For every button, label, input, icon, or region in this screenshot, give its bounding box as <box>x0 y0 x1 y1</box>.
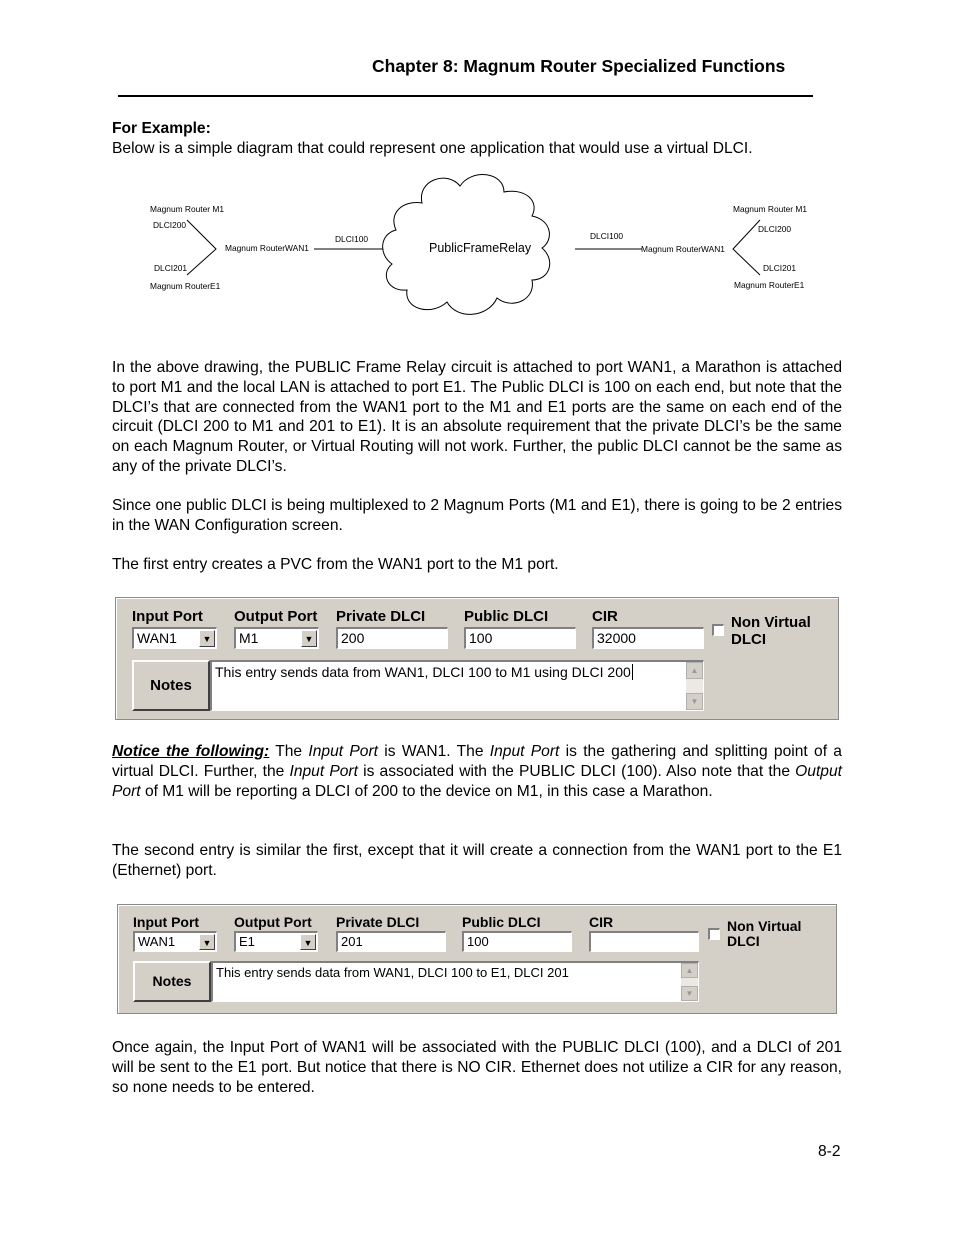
cir-label: CIR <box>589 914 614 930</box>
right-dlci100-label: DLCI100 <box>590 231 624 241</box>
wan-config-entry-2 <box>117 904 837 1014</box>
private-dlci-label: Private DLCI <box>336 608 426 625</box>
notes-textarea[interactable] <box>210 660 704 711</box>
private-dlci-input[interactable]: 200 <box>336 627 448 649</box>
private-dlci-label: Private DLCI <box>336 914 420 930</box>
paragraph-no-cir: Once again, the Input Port of WAN1 will be associated with the PUBLIC DLCI (100), and a DLCI of 201 will be sent to the E1 port. But notice that there is NO CIR. Ethernet does not utilize a CIR for any reason, so none needs to be entered. <box>112 1039 842 1096</box>
example-heading: For Example: <box>112 120 211 137</box>
output-port-select[interactable] <box>234 627 319 649</box>
public-dlci-input[interactable]: 100 <box>464 627 576 649</box>
output-port-label: Output Port <box>234 608 318 625</box>
cir-input[interactable] <box>589 931 699 952</box>
public-dlci-input[interactable]: 100 <box>462 931 572 952</box>
cir-input[interactable]: 32000 <box>592 627 704 649</box>
non-virtual-line2: DLCI <box>727 933 760 949</box>
notes-textarea[interactable] <box>211 961 699 1002</box>
input-port-select[interactable] <box>132 627 217 649</box>
notice-label: Notice the following: <box>112 743 270 760</box>
scroll-down-icon[interactable]: ▼ <box>686 693 703 710</box>
non-virtual-line2: DLCI <box>731 631 766 648</box>
left-wan1-label: Magnum RouterWAN1 <box>225 243 309 253</box>
paragraph-second-entry: The second entry is similar the first, except that it will create a connection from the WAN1 port to the E1 (Ethernet) port. <box>112 842 842 879</box>
example-intro: Below is a simple diagram that could represent one application that would use a virtual DLCI. <box>112 139 753 157</box>
paragraph-notice: Notice the following: The Input Port is WAN1. The Input Port is the gathering and splitting point of a virtual DLCI. Further, the Input Port is associated with the PUBLIC DLCI (100). Also note that the Output Port of M1 will be reporting a DLCI of 200 to the device on M1, in this case a Marathon. <box>112 743 842 800</box>
input-port-value: WAN1 <box>138 934 176 949</box>
paragraph-drawing-explanation: In the above drawing, the PUBLIC Frame Relay circuit is attached to port WAN1, a Marathon is attached to port M1 and the local LAN is attached to port E1. The Public DLCI is 100 on each end, but note that the DLCI’s that are connected from the WAN1 port to the M1 and E1 ports are the same on each end of the circuit (DLCI 200 to M1 and 201 to E1). It is an absolute requirement that the private DLCI’s be the same on each Magnum Router, or Virtual Routing will not work. Further, the public DLCI cannot be the same as any of the private DLCI’s. <box>112 359 842 475</box>
right-dlci201-label: DLCI201 <box>763 263 797 273</box>
right-m1-label: Magnum Router M1 <box>733 204 808 214</box>
public-dlci-label: Public DLCI <box>462 914 541 930</box>
chapter-title: Chapter 8: Magnum Router Specialized Functions <box>372 56 786 76</box>
non-virtual-line1: Non Virtual <box>727 918 802 934</box>
header-rule <box>118 95 813 97</box>
wan-config-entry-1 <box>115 597 839 720</box>
term-input-port: Input Port <box>289 762 358 780</box>
term-output-port: Output Port <box>112 762 842 800</box>
page-number: 8-2 <box>818 1143 841 1160</box>
paragraph-multiplexing: Since one public DLCI is being multiplexed to 2 Magnum Ports (M1 and E1), there is going to be 2 entries in the WAN Configuration screen. <box>112 497 842 534</box>
right-wan1-label: Magnum RouterWAN1 <box>641 244 725 254</box>
term-input-port: Input Port <box>489 743 560 760</box>
dropdown-arrow-icon[interactable]: ▼ <box>300 934 316 950</box>
cir-label: CIR <box>592 608 618 625</box>
notes-scrollbar[interactable] <box>686 662 703 710</box>
non-virtual-dlci-checkbox[interactable] <box>712 624 724 636</box>
example-block <box>112 119 842 159</box>
text-cursor <box>632 664 633 680</box>
left-dlci200-label: DLCI200 <box>153 220 187 230</box>
non-virtual-line1: Non Virtual <box>731 614 811 631</box>
right-chevron <box>733 220 760 275</box>
dropdown-arrow-icon[interactable]: ▼ <box>199 630 215 647</box>
input-port-value: WAN1 <box>137 630 177 646</box>
paragraph-first-entry: The first entry creates a PVC from the WAN1 port to the M1 port. <box>112 556 559 573</box>
notes-button[interactable]: Notes <box>132 660 210 711</box>
notes-button[interactable]: Notes <box>133 961 211 1002</box>
output-port-value: M1 <box>239 630 259 646</box>
dropdown-arrow-icon[interactable]: ▼ <box>301 630 317 647</box>
left-e1-label: Magnum RouterE1 <box>150 281 221 291</box>
non-virtual-dlci-checkbox[interactable] <box>708 928 720 940</box>
input-port-select[interactable] <box>133 931 217 952</box>
right-e1-label: Magnum RouterE1 <box>734 280 805 290</box>
scroll-up-icon[interactable]: ▲ <box>686 662 703 679</box>
term-input-port: Input Port <box>308 743 378 760</box>
non-virtual-dlci-label <box>727 919 801 949</box>
public-dlci-label: Public DLCI <box>464 608 549 625</box>
notes-text: This entry sends data from WAN1, DLCI 100 to E1, DLCI 201 <box>216 965 569 980</box>
left-dlci201-label: DLCI201 <box>154 263 188 273</box>
right-dlci200-label: DLCI200 <box>758 224 792 234</box>
network-diagram <box>112 168 842 328</box>
non-virtual-dlci-label <box>731 614 811 648</box>
notes-text: This entry sends data from WAN1, DLCI 100 to M1 using DLCI 200 <box>215 664 631 680</box>
scroll-up-icon[interactable]: ▲ <box>681 963 698 978</box>
cloud-label: PublicFrameRelay <box>429 241 532 255</box>
left-dlci100-label: DLCI100 <box>335 234 369 244</box>
private-dlci-input[interactable]: 201 <box>336 931 446 952</box>
left-chevron <box>187 220 216 275</box>
input-port-label: Input Port <box>133 914 200 930</box>
dropdown-arrow-icon[interactable]: ▼ <box>199 934 215 950</box>
input-port-label: Input Port <box>132 608 203 625</box>
output-port-select[interactable] <box>234 931 318 952</box>
output-port-value: E1 <box>239 934 255 949</box>
scroll-down-icon[interactable]: ▼ <box>681 986 698 1001</box>
output-port-label: Output Port <box>234 914 312 930</box>
notes-scrollbar[interactable] <box>681 963 698 1001</box>
left-m1-label: Magnum Router M1 <box>150 204 225 214</box>
